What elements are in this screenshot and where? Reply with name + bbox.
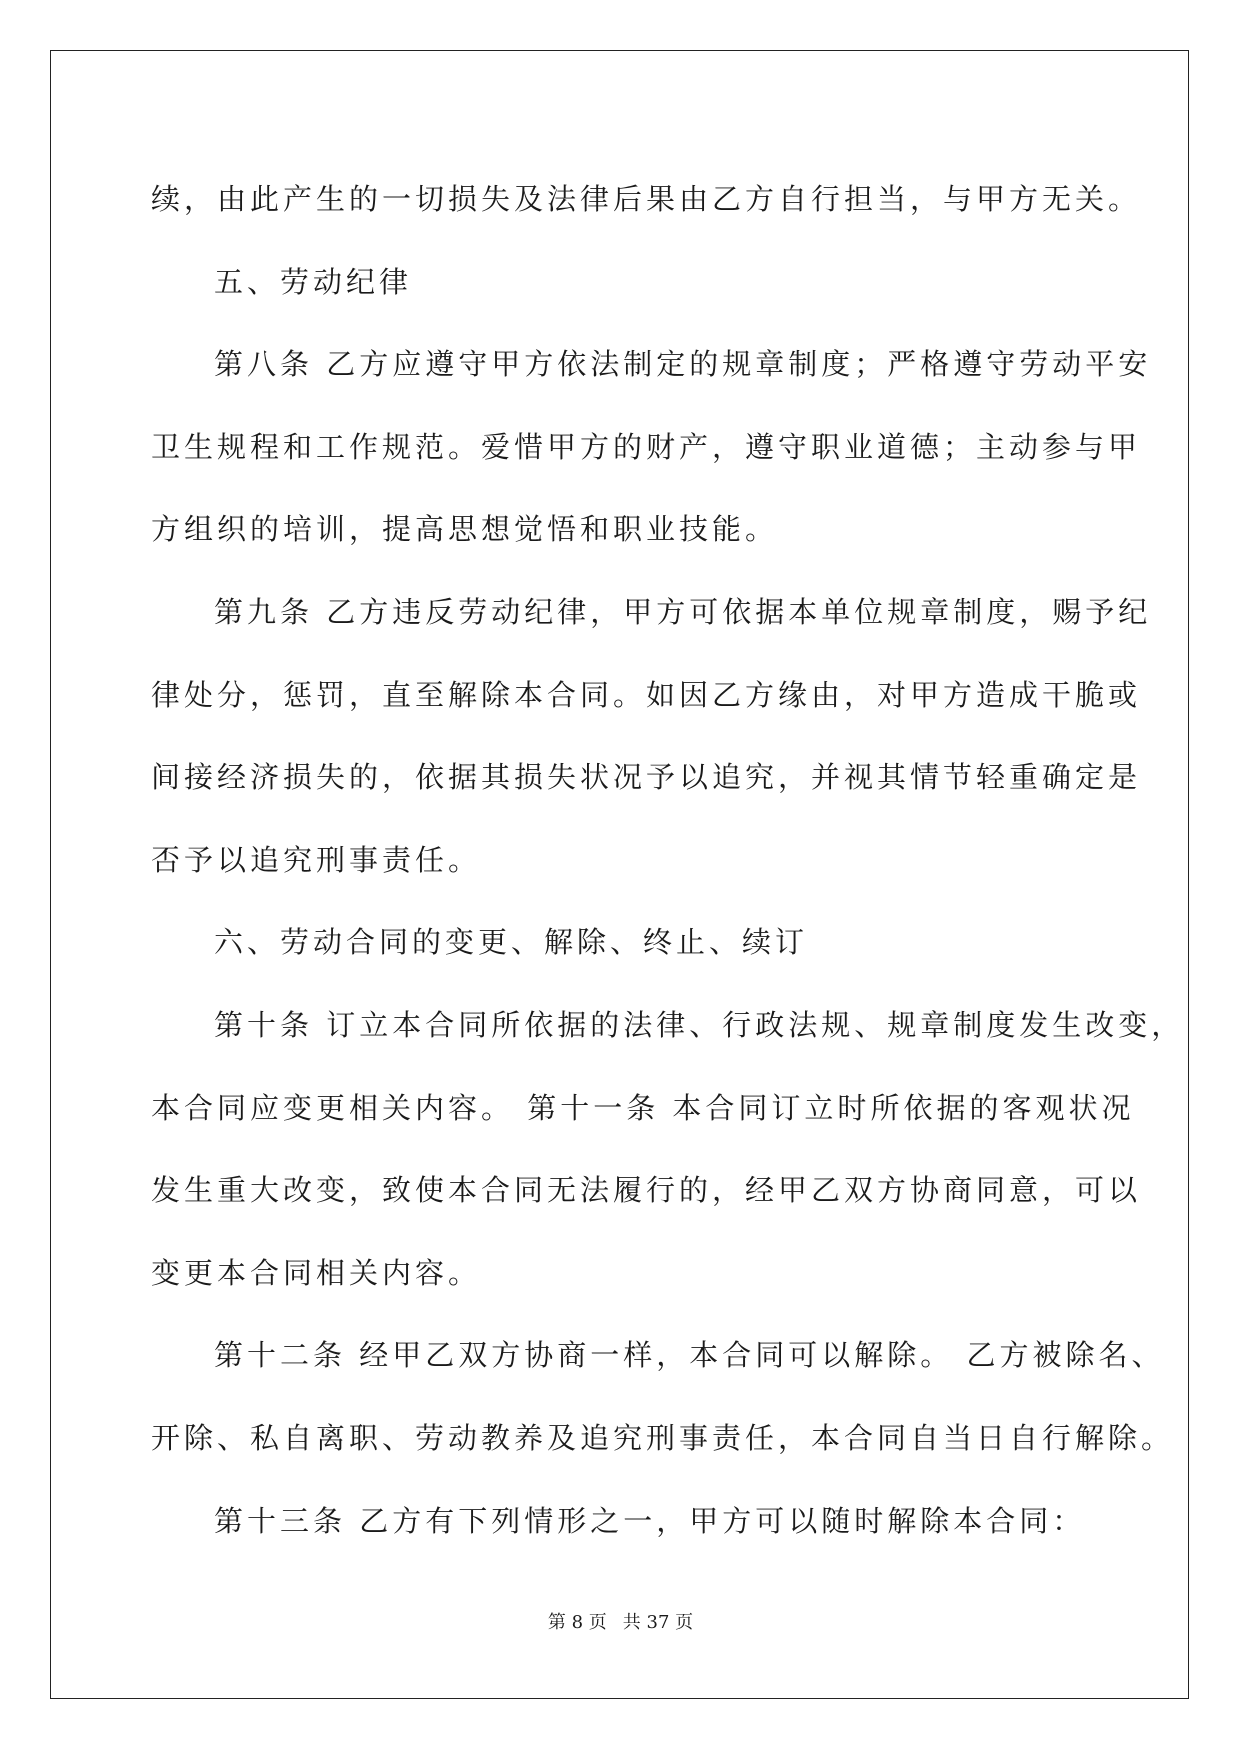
text-line: 方组织的培训，提高思想觉悟和职业技能。 xyxy=(151,512,779,547)
text-line: 第十三条 乙方有下列情形之一，甲方可以随时解除本合同： xyxy=(214,1503,1086,1538)
page-total: 共 37 页 xyxy=(622,1612,694,1633)
text-line: 变更本合同相关内容。 xyxy=(151,1255,482,1290)
text-line: 律处分，惩罚，直至解除本合同。如因乙方缘由，对甲方造成干脆或 xyxy=(151,677,1142,712)
text-line: 第八条 乙方应遵守甲方依法制定的规章制度；严格遵守劳动平安 xyxy=(214,347,1152,382)
page-number: 第 8 页 xyxy=(547,1612,607,1633)
text-line: 续，由此产生的一切损失及法律后果由乙方自行担当，与甲方无关。 xyxy=(151,182,1142,216)
text-line: 第十条 订立本合同所依据的法律、行政法规、规章制度发生改变， xyxy=(214,1007,1185,1042)
text-line: 间接经济损失的，依据其损失状况予以追究，并视其情节轻重确定是 xyxy=(151,760,1142,795)
text-line: 本合同应变更相关内容。 第十一条 本合同订立时所依据的客观状况 xyxy=(151,1090,1135,1125)
text-line: 否予以追究刑事责任。 xyxy=(151,842,482,877)
document-body xyxy=(151,158,1185,1562)
page-footer xyxy=(0,1608,1241,1634)
text-line: 开除、私自离职、劳动教养及追究刑事责任，本合同自当日自行解除。 xyxy=(151,1420,1175,1455)
text-line: 卫生规程和工作规范。爱惜甲方的财产，遵守职业道德；主动参与甲 xyxy=(151,429,1142,464)
text-line: 第十二条 经甲乙双方协商一样，本合同可以解除。 乙方被除名、 xyxy=(214,1338,1165,1373)
text-line: 第九条 乙方违反劳动纪律，甲方可依据本单位规章制度，赐予纪 xyxy=(214,594,1152,629)
section-heading: 六、劳动合同的变更、解除、终止、续订 xyxy=(214,925,809,960)
section-heading: 五、劳动纪律 xyxy=(214,264,413,299)
text-line: 发生重大改变，致使本合同无法履行的，经甲乙双方协商同意，可以 xyxy=(151,1173,1142,1208)
